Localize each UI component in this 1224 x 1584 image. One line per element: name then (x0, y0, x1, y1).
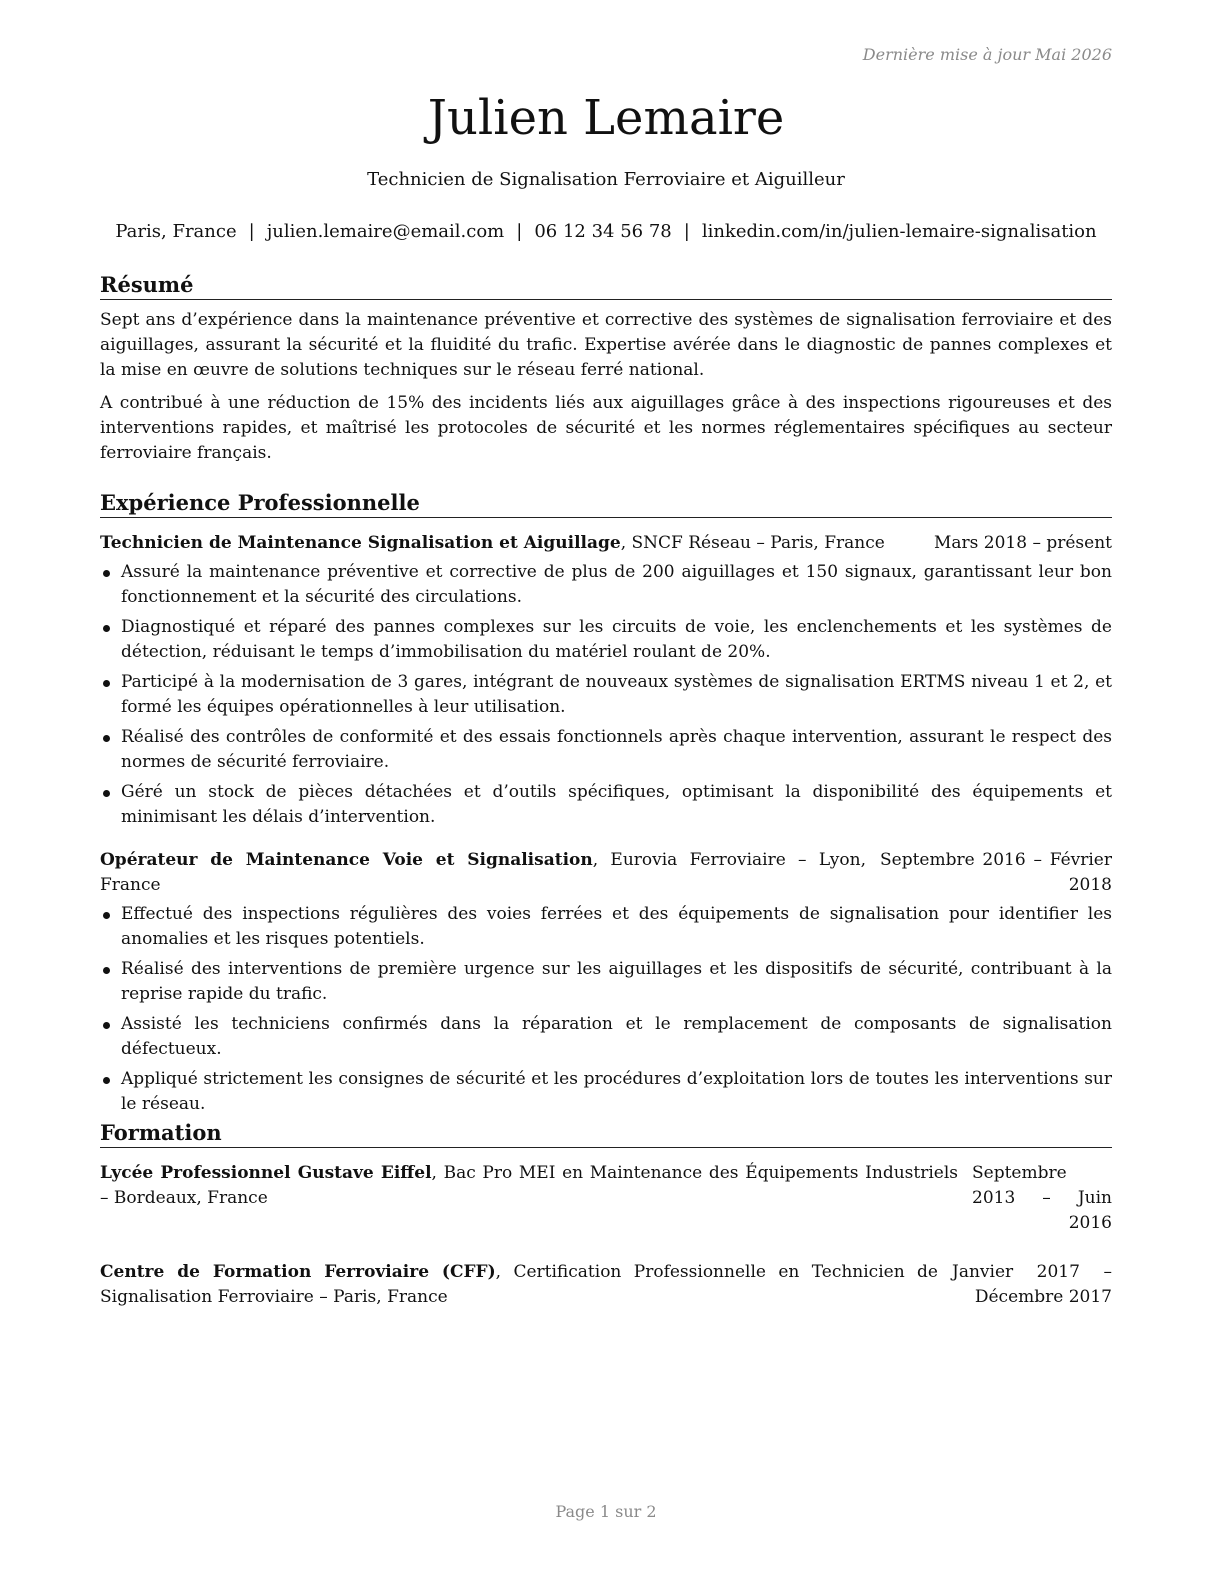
bullet-icon (103, 1022, 110, 1029)
list-item: Effectué des inspections régulières des voies ferrées et des équipements de signalisation pour identifier les anomalies et les risques potentiels. (100, 902, 1112, 952)
contact-phone: 06 12 34 56 78 (534, 221, 672, 242)
list-item: Diagnostiqué et réparé des pannes complexes sur les circuits de voie, les enclenchements et les systèmes de détection, réduisant le temps d’immobilisation du matériel roulant de 20%. (100, 615, 1112, 665)
job-header (100, 531, 1112, 556)
job-role: Technicien de Maintenance Signalisation et Aiguillage (100, 533, 621, 553)
contact-email[interactable]: julien.lemaire@email.com (266, 221, 505, 242)
bullet-icon (103, 790, 110, 797)
bullet-icon (103, 625, 110, 632)
bullet-icon (103, 1077, 110, 1084)
job-bullets (100, 560, 1112, 830)
job-entry (100, 848, 1112, 1117)
job-header (100, 848, 1112, 898)
contact-linkedin[interactable]: linkedin.com/in/julien-lemaire-signalisation (701, 221, 1097, 242)
job-company: , Eurovia Ferroviaire – Lyon, France (100, 850, 867, 895)
education-dates: Janvier 2017 – Décembre 2017 (952, 1262, 1112, 1307)
summary-section (100, 272, 1112, 466)
job-role: Opérateur de Maintenance Voie et Signalisation (100, 850, 593, 870)
contact-line (100, 220, 1112, 244)
experience-heading: Expérience Professionnelle (100, 490, 1112, 518)
school-name: Lycée Professionnel Gustave Eiffel (100, 1163, 432, 1183)
list-item: Appliqué strictement les consignes de sécurité et les procédures d’exploitation lors de toutes les interventions sur le réseau. (100, 1067, 1112, 1117)
contact-separator: | (683, 221, 690, 242)
education-entry (100, 1161, 1112, 1236)
job-dates: Mars 2018 – présent (933, 533, 1112, 553)
education-heading: Formation (100, 1120, 1112, 1148)
bullet-icon (103, 912, 110, 919)
bullet-icon (103, 735, 110, 742)
list-item: Participé à la modernisation de 3 gares, intégrant de nouveaux systèmes de signalisation ERTMS niveau 1 et 2, et formé les équipes opérationnelles à leur utilisation. (100, 670, 1112, 720)
job-entry (100, 531, 1112, 830)
summary-heading: Résumé (100, 272, 1112, 300)
education-entry (100, 1260, 1112, 1310)
last-updated: Dernière mise à jour Mai 2026 (862, 45, 1112, 64)
page-number: Page 1 sur 2 (555, 1502, 657, 1521)
experience-section (100, 490, 1112, 1122)
bullet-icon (103, 570, 110, 577)
job-bullets (100, 902, 1112, 1117)
summary-paragraph: A contribué à une réduction de 15% des incidents liés aux aiguillages grâce à des inspections rigoureuses et des interventions rapides, et maîtrisé les protocoles de sécurité et les normes réglementaires spécifiques au secteur ferroviaire français. (100, 393, 1112, 463)
contact-separator: | (516, 221, 523, 242)
list-item: Réalisé des interventions de première urgence sur les aiguillages et les dispositifs de sécurité, contribuant à la reprise rapide du trafic. (100, 957, 1112, 1007)
job-dates: Septembre 2016 – Février 2018 (880, 850, 1112, 895)
candidate-title: Technicien de Signalisation Ferroviaire et Aiguilleur (367, 169, 845, 190)
list-item: Réalisé des contrôles de conformité et des essais fonctionnels après chaque intervention, assurant le respect des normes de sécurité ferroviaire. (100, 725, 1112, 775)
summary-paragraph: Sept ans d’expérience dans la maintenance préventive et corrective des systèmes de signalisation ferroviaire et des aiguillages, assurant la sécurité et la fluidité du trafic. Expertise avérée dans le diagnostic de pannes complexes et la mise en œuvre de solutions techniques sur le réseau ferré national. (100, 310, 1112, 380)
job-company: , SNCF Réseau – Paris, France (620, 533, 885, 553)
list-item: Géré un stock de pièces détachées et d’outils spécifiques, optimisant la disponibilité des équipements et minimisant les délais d’intervention. (100, 780, 1112, 830)
degree-detail: , Bac Pro MEI en Maintenance des Équipements Industriels – Bordeaux, France (100, 1163, 958, 1208)
education-header (100, 1161, 1112, 1236)
contact-separator: | (248, 221, 255, 242)
list-item: Assuré la maintenance préventive et corrective de plus de 200 aiguillages et 150 signaux, garantissant leur bon fonctionnement et la sécurité des circulations. (100, 560, 1112, 610)
bullet-icon (103, 680, 110, 687)
school-name: Centre de Formation Ferroviaire (CFF) (100, 1262, 496, 1282)
resume-page (100, 0, 1112, 1584)
education-section (100, 1120, 1112, 1310)
list-item: Assisté les techniciens confirmés dans la réparation et le remplacement de composants de signalisation défectueux. (100, 1012, 1112, 1062)
candidate-name: Julien Lemaire (427, 90, 785, 146)
degree-detail: , Certification Professionnelle en Technicien de Signalisation Ferroviaire – Paris, France (100, 1262, 938, 1307)
education-dates: Septembre 2013 – Juin 2016 (972, 1163, 1112, 1233)
contact-location: Paris, France (115, 221, 237, 242)
bullet-icon (103, 967, 110, 974)
education-header (100, 1260, 1112, 1310)
